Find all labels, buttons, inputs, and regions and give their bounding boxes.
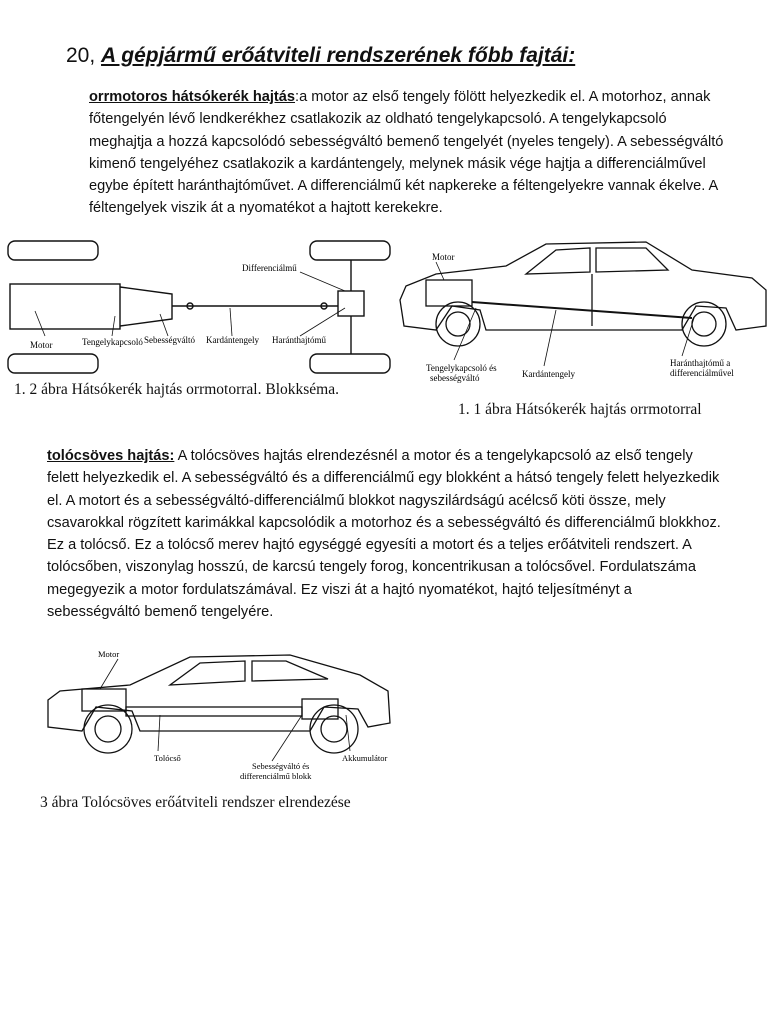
front-right-wheel <box>8 354 98 373</box>
section-transaxle-text <box>47 445 727 623</box>
label-motor: Motor <box>432 252 455 262</box>
transaxle-car-figure <box>40 645 400 795</box>
front-wheel <box>436 302 480 346</box>
rear-right-wheel <box>310 354 390 373</box>
term-rear-wheel-drive: orrmotoros hátsókerék hajtás <box>89 89 296 105</box>
label-kardantengely: Kardántengely <box>522 369 575 379</box>
block-diagram-figure <box>0 236 395 376</box>
front-left-wheel <box>8 241 98 260</box>
rear-left-wheel <box>310 241 390 260</box>
gearbox-block <box>120 287 172 326</box>
label-motor: Motor <box>98 649 120 659</box>
caption-figure-1-2: 1. 2 ábra Hátsókerék hajtás orrmotorral. Blokkséma. <box>14 381 339 398</box>
caption-figure-3: 3 ábra Tolócsöves erőátviteli rendszer elrendezése <box>40 794 351 811</box>
motor-block <box>10 284 120 329</box>
label-tolocso: Tolócső <box>154 753 181 763</box>
rear-wheel <box>682 302 726 346</box>
term-transaxle: tolócsöves hajtás: <box>47 448 175 464</box>
label-sebessegvalto-2: differenciálmű blokk <box>240 771 312 781</box>
title-heading: A gépjármű erőátviteli rendszerének főbb fajtái: <box>101 44 576 67</box>
label-differencialmu: Differenciálmű <box>242 263 297 273</box>
sedan-windows <box>526 248 668 274</box>
label-motor: Motor <box>30 340 53 350</box>
rear-wheel <box>310 705 358 753</box>
section-rear-wheel-drive-body: :a motor az első tengely fölött helyezkedik el. A motorhoz, annak főtengelyén lévő lendkerékhez csatlakozik az oldható tengelykapcsoló. A tengelykapcsoló meghajtja a hozzá kapcsolódó sebességváltó bemenő tengelyét (nyeles tengely). A sebességváltó kimenő tengelyéhez csatlakozik a kardántengely, melynek másik vége hajtja a differenciálművel egybe épített haránthajtóművet. A differenciálmű két napkereke a féltengelyekre vannak ékelve. A féltengelyek viszik át a nyomatékot a hajtott kerekekre. <box>89 89 724 217</box>
label-haranthajtomu: Haránthajtómű <box>272 335 326 345</box>
sedan-drawing-figure <box>396 238 768 398</box>
front-wheel <box>84 705 132 753</box>
section-rear-wheel-drive-text <box>89 86 729 220</box>
sedan-body <box>400 242 766 330</box>
label-akkumulator: Akkumulátor <box>342 753 388 763</box>
caption-figure-1-1: 1. 1 ábra Hátsókerék hajtás orrmotorral <box>458 401 702 418</box>
label-tengelykapcsolo: Tengelykapcsoló <box>82 337 143 347</box>
car-windows <box>170 661 328 685</box>
label-haranthajtomu-1: Haránthajtómű a <box>670 358 731 368</box>
page-title <box>66 44 575 68</box>
label-haranthajtomu-2: differenciálművel <box>670 368 734 378</box>
title-number: 20, <box>66 44 102 67</box>
section-transaxle-body: A tolócsöves hajtás elrendezésnél a motor és a tengelykapcsoló az első tengely felett helyezkedik el. A sebességváltó és a differenciálmű egy blokként a hátsó tengely felett helyezkedik el. A motort és a sebességváltó-differenciálmű blokkot nagyszilárdságú acélcső köti össze, mely csavarokkal rögzített karimákkal kapcsolódik a motorhoz és a sebességváltó és differenciálmű blokkhoz. Ez a tolócső. Ez a tolócső merev hajtó egységgé egyesíti a motort és a teljes erőátviteli rendszert. A tolócsőben, viszonylag hosszú, de karcsú tengely forog, koncentrikusan a tolócsővel. Fordulatszáma megegyezik a motor fordulatszámával. Ez viszi át a hajtó nyomatékot, hajtó teljesítményt a sebességváltó bemenő tengelyére. <box>47 448 721 621</box>
label-sebessegvalto: Sebességváltó <box>144 335 195 345</box>
differential-block <box>338 291 364 316</box>
torque-tube <box>126 707 302 716</box>
engine-outline <box>426 280 472 306</box>
driveshaft <box>472 302 692 318</box>
label-sebessegvalto-1: Sebességváltó és <box>252 761 310 771</box>
label-kardantengely: Kardántengely <box>206 335 259 345</box>
label-tengelykapcsolo-1: Tengelykapcsoló és <box>426 363 497 373</box>
label-tengelykapcsolo-2: sebességváltó <box>430 373 480 383</box>
